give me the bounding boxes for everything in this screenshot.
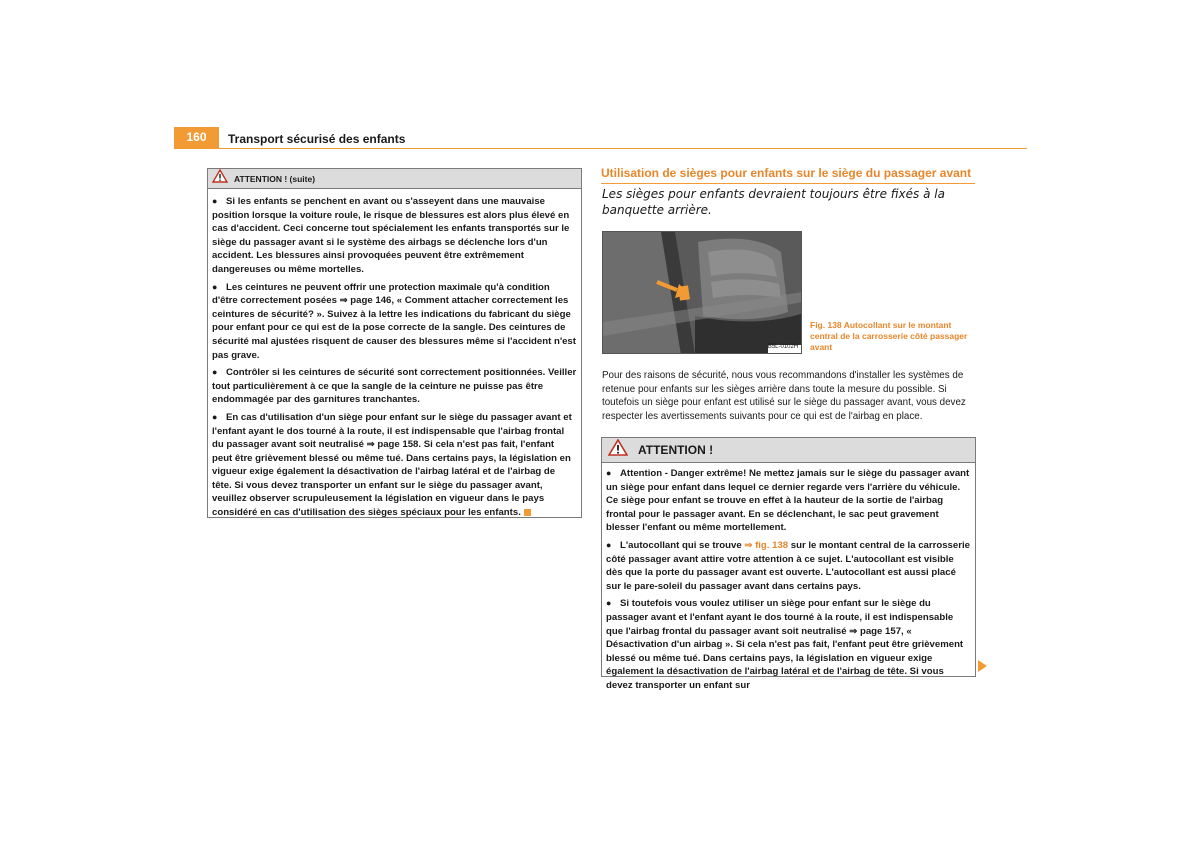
warning-text: . Si cela n'est pas fait, l'enfant peut être grièvement blessé ou même tué. Dans certains pays, la législation en vigueur exige également la désactivation de l'airbag latéral et de l'airbag de tête. Si vous devez transporter un enfant sur le siège du passager avant, veuillez observer scrupuleusement la législation en vigueur dans le pays considéré en cas d'utilisation des sièges spéciaux pour les enfants. [212,439,571,519]
warning-text: Les ceintures ne peuvent offrir une protection maximale qu'à condition d'être correctement posées [212,281,550,307]
warning-text: Si les enfants se penchent en avant ou s'asseyent dans une mauvaise position lorsque la voiture roule, le risque de blessures est alors plus élevé en cas d'accident. Ceci concerne tout spécialement les enfants transportés sur le siège du passager avant si le système des airbags se déclenche lors d'un accident. Les blessures ainsi provoquées peuvent être extrêmement dangereuses ou même mortelles. [212,196,570,275]
page-number: 160 [174,127,219,148]
figure-reference-link[interactable]: ⇒ fig. 138 [744,539,789,551]
warning-text: Attention - Danger extrême! Ne mettez jamais sur le siège du passager avant un siège pour enfant dans lequel ce dernier regarde vers l'arrière du véhicule. Ce siège pour enfant se trouve en effet à la hauteur de la sortie de l'airbag frontal pour le passager avant. En se déclenchant, le sac peut gravement blesser l'enfant ou même mortellement. [606,468,970,534]
warning-box [601,437,976,691]
warning-box-continued [207,168,582,518]
warning-body [208,189,581,520]
warning-triangle-icon [212,169,228,188]
figure-138-image [602,231,802,354]
warning-item [212,366,577,407]
page-reference-link[interactable]: ⇒ page 158 [366,439,419,451]
figure-code: B5L-0102H [767,344,799,350]
end-of-section-icon [524,509,531,516]
warning-triangle-icon [608,439,628,461]
warning-item [606,467,971,535]
bullet-icon: ● [606,539,612,550]
figure-caption: Fig. 138 Autocollant sur le montant central de la carrosserie côté passager avant [810,320,968,352]
bullet-icon: ● [212,196,218,206]
warning-text: . Suivez à la lettre les indications du fabricant du siège pour enfant pour ce qui est de la pose correcte de la sangle. Des ceintures de sécurité mal ajustées risquent de causer des blessures même si l'accident n'est pas grave. [212,308,576,361]
warning-text: L'autocollant qui se trouve [620,539,745,551]
warning-item [212,195,577,277]
warning-body [602,463,975,693]
page-header [174,127,1027,149]
warning-item [212,281,577,363]
warning-text: En cas d'utilisation d'un siège pour enfant sur le siège du passager avant et l'enfant ayant le dos tourné à la route, il est indispensable que l'airbag frontal du passager avant soit neutralisé [212,411,572,451]
page-reference-link[interactable]: ⇒ page 146, « Comment attacher correctement les ceintures de sécurité? » [212,295,569,320]
warning-title: ATTENTION ! (suite) [234,173,316,184]
warning-item [606,597,971,692]
warning-item [212,411,577,520]
warning-header [602,438,975,463]
warning-header [208,169,581,189]
chapter-title: Transport sécurisé des enfants [228,132,406,146]
bullet-icon: ● [212,281,218,292]
warning-title: ATTENTION ! [638,443,714,457]
section-intro: Les sièges pour enfants devraient toujours être fixés à la banquette arrière. [602,187,945,217]
bullet-icon: ● [212,367,218,378]
warning-item [606,539,971,593]
section-title: Utilisation de sièges pour enfants sur le siège du passager avant [601,165,975,184]
bullet-icon: ● [606,468,612,478]
warning-text: sur le montant central de la carrosserie côté passager avant attire votre attention à ce sujet. L'autocollant est visible dès que la porte du passager avant est ouverte. L'autocollant est aussi placé sur le pare-soleil du passager avant dans certains pays. [606,539,970,592]
section-body: Pour des raisons de sécurité, nous vous recommandons d'installer les systèmes de retenue pour enfants sur les sièges arrière dans toute la mesure du possible. Si toutefois un siège pour enfant est utilisé sur le siège du passager avant, vous devez respecter les avertissements suivants pour ce qui est de l'airbag en place. [602,370,966,422]
warning-text: . Si cela n'est pas fait, l'enfant peut être grièvement blessé ou même tué. Dans certains pays, la législation en vigueur exige également la désactivation de l'airbag latéral et de l'airbag de tête. Si vous devez transporter un enfant sur [606,639,964,691]
continue-arrow-icon [978,660,987,672]
warning-text: Si toutefois vous voulez utiliser un siège pour enfant sur le siège du passager avant et l'enfant ayant le dos tourné à la route, il est indispensable que l'airbag frontal du passager avant soit neutralisé [606,598,954,637]
warning-text: Contrôler si les ceintures de sécurité sont correctement positionnées. Veiller tout particulièrement à ce que la sangle de la ceinture ne puisse pas être endommagée par des garnitures tranchantes. [212,367,577,406]
page-reference-link[interactable]: ⇒ page 157, « Désactivation d'un airbag » [606,625,912,651]
bullet-icon: ● [212,411,218,422]
bullet-icon: ● [606,598,612,609]
